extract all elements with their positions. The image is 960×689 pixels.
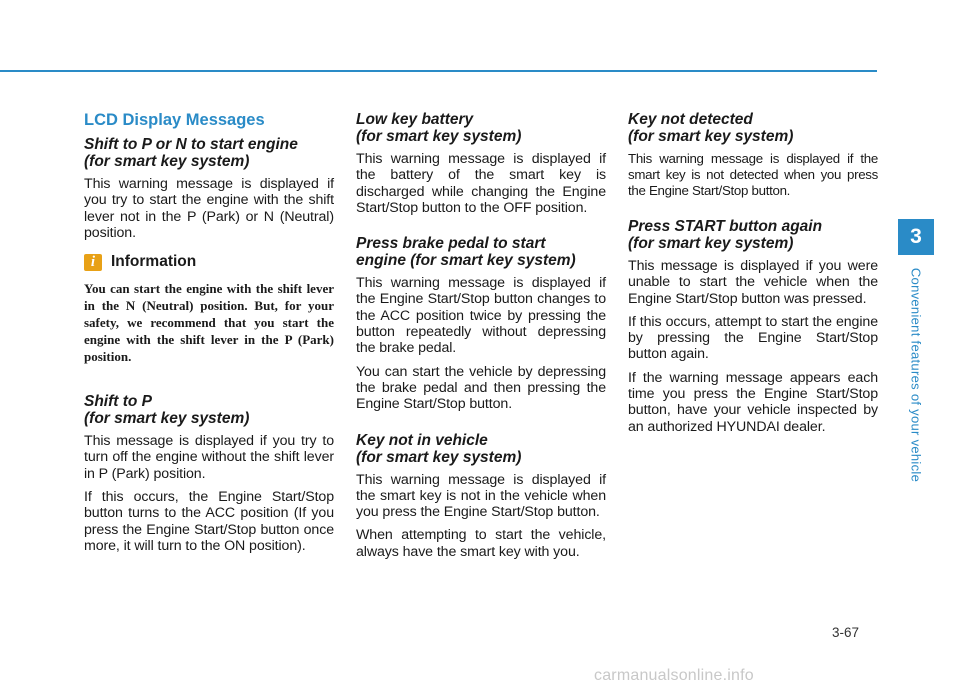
body-low-key-battery: This warning message is displayed if the battery of the smart key is discharged while changing the Engine Start/Stop button to the OFF position. — [356, 151, 606, 216]
top-rule — [0, 70, 877, 72]
body-press-brake-pedal-1: This warning message is displayed if the Engine Start/Stop button changes to the ACC position twice by pressing the button repeatedly without depressing the brake pedal. — [356, 275, 606, 357]
body-press-brake-pedal-2: You can start the vehicle by depressing the brake pedal and then pressing the Engine Start/Stop button. — [356, 363, 606, 413]
heading-low-key-battery: Low key battery (for smart key system) — [356, 111, 522, 145]
body-shift-to-p-or-n: This warning message is displayed if you try to start the engine with the shift lever not in the P (Park) or N (Neutral) position. — [84, 176, 334, 241]
chapter-number-tab: 3 — [898, 219, 934, 255]
information-header — [84, 253, 334, 271]
column-3 — [628, 111, 878, 442]
information-icon: i — [84, 254, 102, 271]
watermark: carmanualsonline.info — [594, 667, 754, 684]
page-number: 3-67 — [832, 625, 860, 640]
body-shift-to-p-2: If this occurs, the Engine Start/Stop button turns to the ACC position (If you press the Engine Start/Stop button once more, it will turn to the ON position). — [84, 489, 334, 554]
heading-shift-to-p-or-n: Shift to P or N to start engine (for smart key system) — [84, 136, 298, 170]
information-title: Information — [111, 253, 197, 271]
body-press-start-again-2: If this occurs, attempt to start the engine by pressing the Engine Start/Stop button again. — [628, 313, 878, 363]
heading-key-not-detected: Key not detected (for smart key system) — [628, 111, 794, 145]
chapter-title: Convenient features of your vehicle — [908, 267, 924, 483]
body-key-not-in-vehicle-1: This warning message is displayed if the smart key is not in the vehicle when you press the Engine Start/Stop button. — [356, 471, 606, 521]
column-2 — [356, 111, 606, 567]
body-press-start-again-3: If the warning message appears each time you press the Engine Start/Stop button, have your vehicle inspected by an authorized HYUNDAI dealer. — [628, 369, 878, 435]
column-1 — [84, 111, 334, 561]
body-key-not-detected: This warning message is displayed if the smart key is not detected when you press the Engine Start/Stop button. — [628, 151, 878, 198]
body-shift-to-p-1: This message is displayed if you try to turn off the engine without the shift lever in P (Park) position. — [84, 433, 334, 482]
heading-press-start-again: Press START button again (for smart key system) — [628, 218, 823, 252]
heading-key-not-in-vehicle: Key not in vehicle (for smart key system) — [356, 431, 522, 466]
information-body: You can start the engine with the shift lever in the N (Neutral) position. But, for your safety, we recommend that you start the engine with the shift lever in the P (Park) position. — [84, 281, 334, 365]
body-key-not-in-vehicle-2: When attempting to start the vehicle, always have the smart key with you. — [356, 527, 606, 560]
section-title: LCD Display Messages — [84, 111, 265, 129]
body-press-start-again-1: This message is displayed if you were unable to start the vehicle when the Engine Start/Stop button was pressed. — [628, 258, 878, 307]
heading-press-brake-pedal: Press brake pedal to start engine (for smart key system) — [356, 235, 576, 270]
heading-shift-to-p: Shift to P (for smart key system) — [84, 393, 250, 428]
